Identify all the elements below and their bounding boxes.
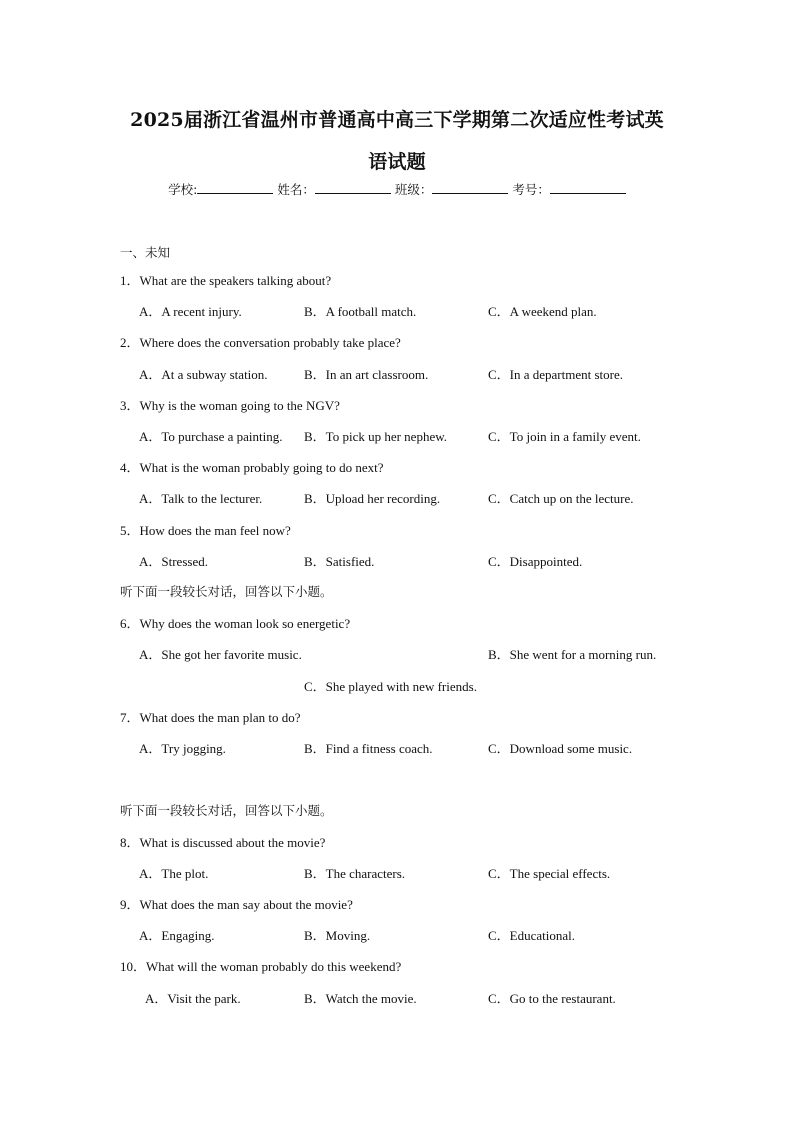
q8-option-c: C．The special effects.: [488, 866, 611, 881]
long-dialogue-instruction: 听下面一段较长对话，回答以下小题。: [120, 584, 333, 599]
page-title-line-2: 语试题: [368, 151, 426, 173]
school-blank[interactable]: [197, 180, 273, 194]
q5-option-c: C．Disappointed.: [488, 554, 583, 569]
q4-option-b: B．Upload her recording.: [304, 491, 441, 506]
question-5: 5．How does the man feel now?: [120, 523, 291, 538]
q3-option-c: C．To join in a family event.: [488, 429, 641, 444]
question-4: 4．What is the woman probably going to do next?: [120, 460, 384, 475]
long-dialogue-instruction: 听下面一段较长对话，回答以下小题。: [120, 803, 333, 818]
question-9: 9．What does the man say about the movie?: [120, 897, 353, 912]
question-2: 2．Where does the conversation probably take place?: [120, 335, 401, 350]
q10-option-c: C．Go to the restaurant.: [488, 991, 616, 1006]
q1-option-a: A．A recent injury.: [139, 304, 242, 319]
q10-option-b: B．Watch the movie.: [304, 991, 417, 1006]
q6-option-a: A．She got her favorite music.: [139, 647, 302, 662]
question-1: 1．What are the speakers talking about?: [120, 273, 332, 288]
q5-option-a: A．Stressed.: [139, 554, 208, 569]
q9-option-b: B．Moving.: [304, 928, 371, 943]
page-title-line-1: 2025届浙江省温州市普通高中高三下学期第二次适应性考试英: [130, 109, 664, 131]
q7-option-c: C．Download some music.: [488, 741, 633, 756]
question-8: 8．What is discussed about the movie?: [120, 835, 326, 850]
q10-option-a: A．Visit the park.: [145, 991, 241, 1006]
id-label: 考号：: [512, 182, 550, 197]
q7-option-a: A．Try jogging.: [139, 741, 226, 756]
question-10: 10．What will the woman probably do this weekend?: [120, 959, 402, 974]
student-info-row: [0, 180, 794, 198]
class-label: 班级：: [394, 182, 433, 197]
name-label: 姓名：: [277, 182, 315, 197]
q1-option-c: C．A weekend plan.: [488, 304, 597, 319]
q2-option-a: A．At a subway station.: [139, 367, 268, 382]
q3-option-b: B．To pick up her nephew.: [304, 429, 448, 444]
q4-option-c: C．Catch up on the lecture.: [488, 491, 634, 506]
q5-option-b: B．Satisfied.: [304, 554, 375, 569]
q4-option-a: A．Talk to the lecturer.: [139, 491, 263, 506]
q9-option-a: A．Engaging.: [139, 928, 215, 943]
q2-option-b: B．In an art classroom.: [304, 367, 429, 382]
question-6: 6．Why does the woman look so energetic?: [120, 616, 351, 631]
q3-option-a: A．To purchase a painting.: [139, 429, 283, 444]
school-label: 学校:: [168, 182, 198, 197]
q6-option-c: C．She played with new friends.: [304, 679, 477, 694]
q8-option-b: B．The characters.: [304, 866, 406, 881]
q1-option-b: B．A football match.: [304, 304, 417, 319]
name-blank[interactable]: [315, 180, 391, 194]
id-blank[interactable]: [550, 180, 626, 194]
q9-option-c: C．Educational.: [488, 928, 576, 943]
question-3: 3．Why is the woman going to the NGV?: [120, 398, 340, 413]
q2-option-c: C．In a department store.: [488, 367, 624, 382]
q6-option-b: B．She went for a morning run.: [488, 647, 657, 662]
q7-option-b: B．Find a fitness coach.: [304, 741, 433, 756]
section-heading: 一、未知: [120, 245, 171, 260]
question-7: 7．What does the man plan to do?: [120, 710, 301, 725]
q8-option-a: A．The plot.: [139, 866, 209, 881]
class-blank[interactable]: [432, 180, 508, 194]
